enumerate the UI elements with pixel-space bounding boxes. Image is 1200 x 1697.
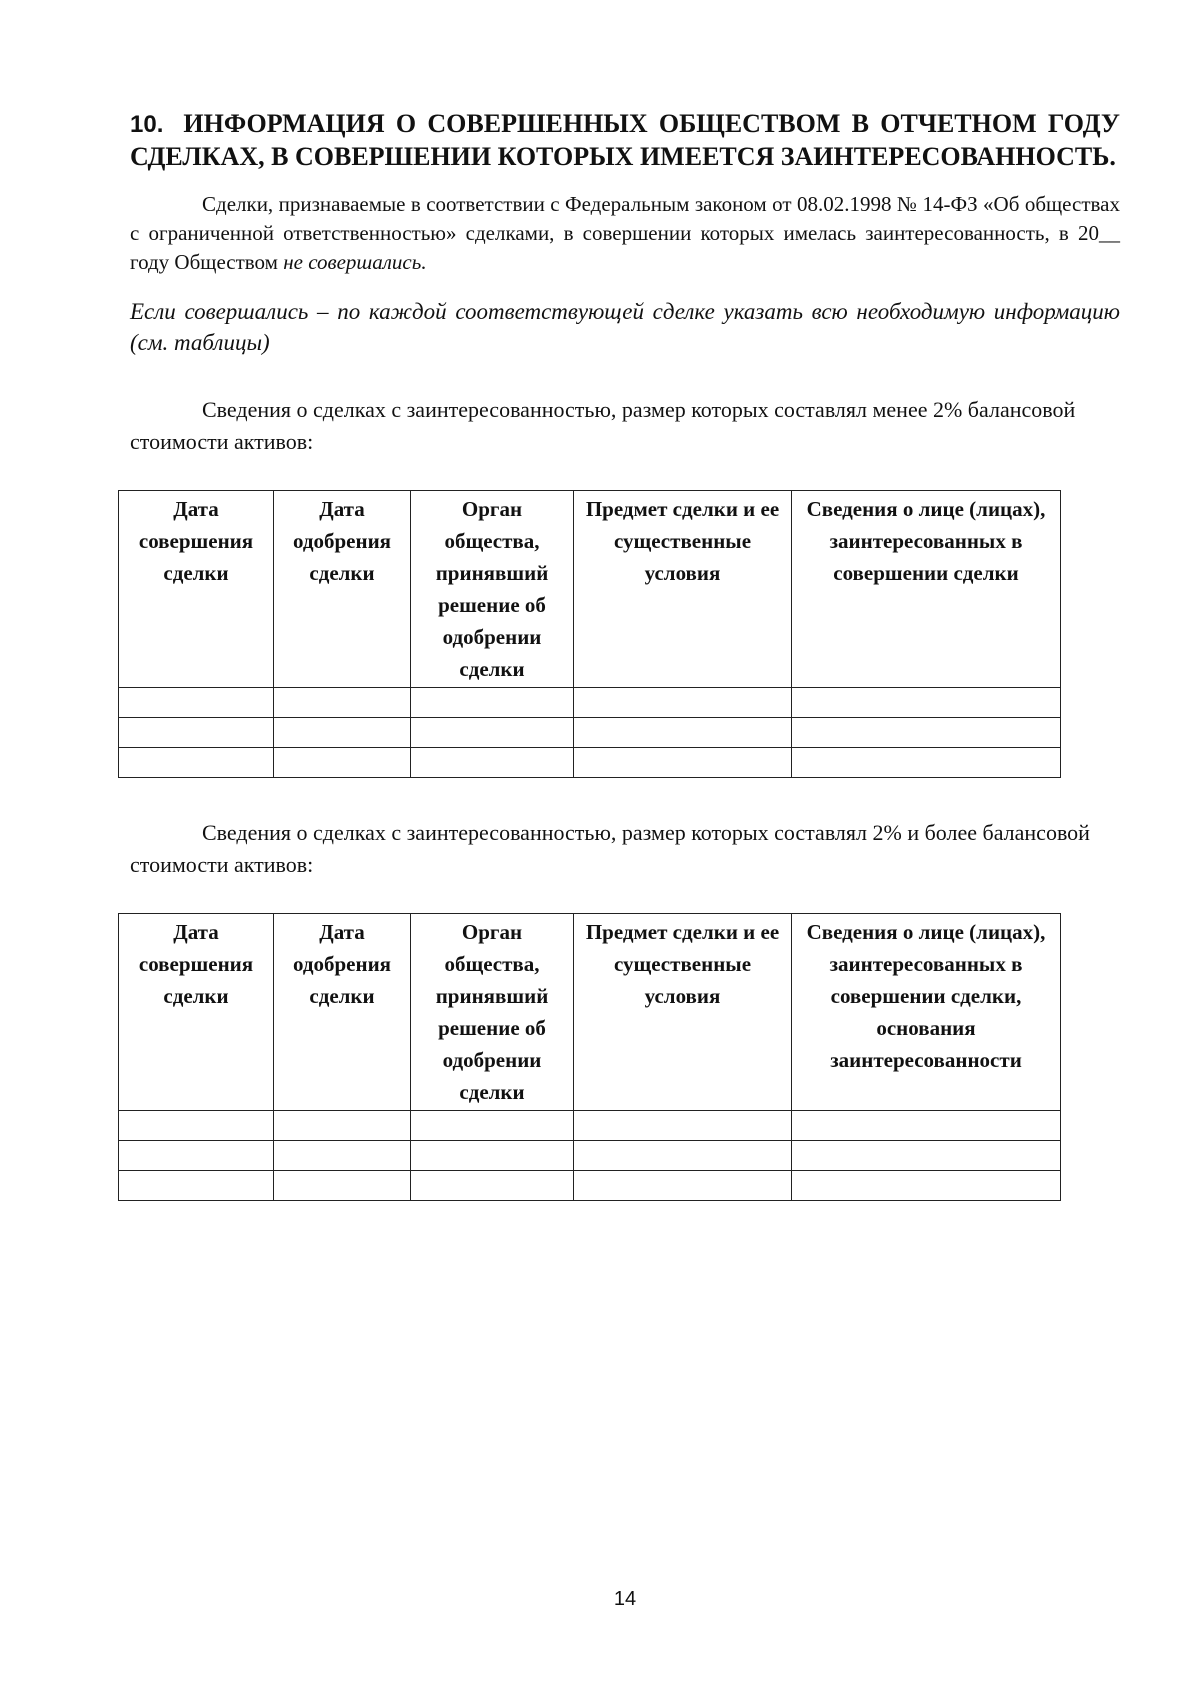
transactions-table-under-2pct (118, 490, 1061, 778)
header-cell: Предмет сделки и ее существенные условия (574, 914, 792, 1111)
header-cell: Дата одобрения сделки (274, 914, 411, 1111)
table-row (119, 1111, 1061, 1141)
table-cell (574, 1141, 792, 1171)
table-row (119, 718, 1061, 748)
table-cell (119, 688, 274, 718)
table-row (119, 1141, 1061, 1171)
header-cell: Орган общества, принявший решение об одобрении сделки (411, 914, 574, 1111)
table-cell (119, 1171, 274, 1201)
table-cell (274, 1111, 411, 1141)
transactions-table-2pct-and-more (118, 913, 1061, 1201)
paragraph-table2-caption: Сведения о сделках с заинтересованностью, размер которых составлял 2% и более балансовой стоимости активов: (130, 820, 1090, 877)
section-heading (130, 108, 1120, 173)
table-header-row (119, 491, 1061, 688)
table-cell (411, 1141, 574, 1171)
table-cell (792, 1171, 1061, 1201)
header-cell: Дата совершения сделки (119, 491, 274, 688)
header-cell: Предмет сделки и ее существенные условия (574, 491, 792, 688)
table-row (119, 748, 1061, 778)
table-cell (574, 748, 792, 778)
section-number: 10. (130, 111, 164, 138)
header-cell: Сведения о лице (лицах), заинтересованных в совершении сделки (792, 491, 1061, 688)
table-cell (119, 748, 274, 778)
table-cell (792, 718, 1061, 748)
table-cell (274, 688, 411, 718)
table-cell (274, 718, 411, 748)
table-cell (411, 1171, 574, 1201)
paragraph-italic-tail: не совершались. (283, 250, 427, 274)
section-title: ИНФОРМАЦИЯ О СОВЕРШЕННЫХ ОБЩЕСТВОМ В ОТЧЕТНОМ ГОДУ СДЕЛКАХ, В СОВЕРШЕНИИ КОТОРЫХ ИМЕЕТСЯ ЗАИНТЕРЕСОВАННОСТЬ. (130, 109, 1120, 171)
table-cell (792, 1141, 1061, 1171)
paragraph-text: Сделки, признаваемые в соответствии с Федеральным законом от 08.02.1998 № 14-ФЗ «Об обществах с ограниченной ответственностью» сделками, в совершении которых имелась заинтересованность, в 20__ году Обществом (130, 192, 1120, 274)
table-row (119, 688, 1061, 718)
table-cell (574, 688, 792, 718)
header-cell: Дата одобрения сделки (274, 491, 411, 688)
table-cell (119, 1111, 274, 1141)
table-cell (574, 1171, 792, 1201)
header-cell: Орган общества, принявший решение об одобрении сделки (411, 491, 574, 688)
header-cell: Дата совершения сделки (119, 914, 274, 1111)
table-cell (119, 718, 274, 748)
header-cell: Сведения о лице (лицах), заинтересованных в совершении сделки, основания заинтересованности (792, 914, 1061, 1111)
table-cell (119, 1141, 274, 1171)
table-cell (411, 718, 574, 748)
table-cell (274, 1171, 411, 1201)
table-row (119, 1171, 1061, 1201)
table-cell (411, 748, 574, 778)
table-cell (411, 1111, 574, 1141)
table-cell (274, 748, 411, 778)
paragraph-instruction: Если совершались – по каждой соответствующей сделке указать всю необходимую информацию (см. таблицы) (130, 299, 1120, 355)
table-cell (411, 688, 574, 718)
table-cell (574, 1111, 792, 1141)
table-cell (274, 1141, 411, 1171)
paragraph-no-transactions (130, 190, 1120, 277)
paragraph-table1-caption: Сведения о сделках с заинтересованностью, размер которых составлял менее 2% балансовой стоимости активов: (130, 397, 1076, 454)
table-cell (792, 748, 1061, 778)
table-header-row (119, 914, 1061, 1111)
table-cell (792, 1111, 1061, 1141)
table-cell (574, 718, 792, 748)
page-number: 14 (613, 1588, 637, 1610)
table-cell (792, 688, 1061, 718)
